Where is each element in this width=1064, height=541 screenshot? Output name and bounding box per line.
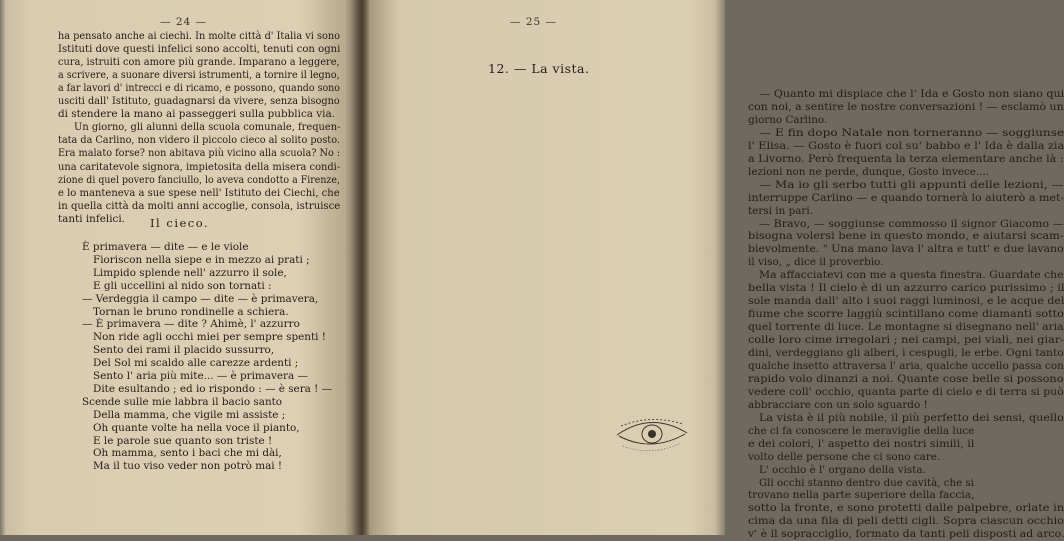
text-line: interruppe Carlino — e quando tornerà lo aiuterò a met- bbox=[748, 191, 1064, 204]
text-line: quel torrente di luce. Le montagne si disegnano nell' aria bbox=[748, 321, 1064, 334]
poem-title: Il cieco. bbox=[150, 216, 210, 230]
prose-line: Istituti dove questi infelici sono accolti, tenuti con ogni bbox=[58, 43, 341, 56]
poem-line: Del Sol mi scaldo alle carezze ardenti ; bbox=[93, 357, 299, 370]
poem-line: Ma il tuo viso veder non potrò mai ! bbox=[93, 460, 283, 473]
text-line: — E fin dopo Natale non torneranno — soggiunse bbox=[759, 126, 1064, 139]
text-line: tersi in pari. bbox=[748, 204, 814, 217]
left-page bbox=[0, 0, 360, 535]
poem-line: Fioriscon nella siepe e in mezzo ai prati ; bbox=[93, 253, 310, 266]
right-page bbox=[362, 0, 1064, 541]
text-line: dini, verdeggiano gli alberi, i cespugli, le erbe. Ogni tanto bbox=[748, 347, 1064, 359]
poem-line: E gli uccellini al nido son tornati : bbox=[93, 279, 272, 292]
prose-line: una caritatevole signora, impietosita della misera condi- bbox=[58, 160, 341, 173]
poem-line: E le parole sue quanto son triste ! bbox=[93, 434, 273, 447]
page-number-left: — 24 — bbox=[160, 16, 208, 28]
text-line: — Quanto mi dispiace che l' Ida e Gosto non siano qui bbox=[759, 88, 1064, 100]
text-line: abbracciare con un solo sguardo ! bbox=[748, 398, 928, 411]
prose-line: in quella città da molti anni accoglie, consola, istruisce bbox=[58, 199, 341, 212]
text-line: vedere coll' occhio, quanta parte di cielo e di terra si può bbox=[748, 385, 1064, 398]
text-line: rapido volo dinanzi a noi. Quante cose belle si possono bbox=[748, 372, 1064, 385]
text-line: L' occhio è l' organo della vista. bbox=[759, 463, 926, 476]
prose-line: e lo manteneva a sue spese nell' Istituto dei Ciechi, che bbox=[58, 186, 340, 199]
text-line: giorno Carlino. bbox=[748, 113, 828, 126]
poem-line: Limpido splende nell' azzurro il sole, bbox=[93, 266, 287, 279]
poem-line: Non ride agli occhi miei per sempre spenti ! bbox=[93, 331, 326, 344]
prose-line: cura, istruiti con amore più grande. Imparano a leggere, bbox=[58, 56, 340, 69]
text-line: e dei colori, l' aspetto dei nostri simili, il bbox=[748, 437, 975, 450]
text-line: con noi, a sentire le nostre conversazioni ! — esclamò un bbox=[748, 100, 1064, 113]
prose-line: Un giorno, gli alunni della scuola comunale, frequen- bbox=[74, 121, 341, 134]
prose-line: tanti infelici. bbox=[58, 212, 125, 225]
poem-line: Oh quante volte ha nella voce il pianto, bbox=[93, 421, 300, 434]
prose-line: a far lavori d' intrecci e di ricamo, e possono, quando sono bbox=[58, 82, 340, 95]
text-line: sotto la fronte, e sono protetti dalle palpebre, orlate in bbox=[748, 502, 1064, 515]
text-line: — Bravo, — soggiunse commosso il signor Giacomo — bbox=[759, 217, 1064, 230]
text-line: a Livorno. Però frequenta la terza elementare anche là : bbox=[748, 152, 1064, 165]
poem-line: Sento l' aria più mite... — è primavera — bbox=[93, 370, 308, 382]
prose-line: ha pensato anche ai ciechi. In molte città d' Italia vi sono bbox=[58, 30, 340, 42]
text-line: sole manda dall' alto i suoi raggi luminosi, e le acque del bbox=[748, 295, 1064, 308]
text-line: qualche insetto attraversa l' aria, qualche uccello passa con bbox=[748, 359, 1064, 372]
text-line: colle loro cime irregolari ; nei campi, pei viali, nei giar- bbox=[748, 334, 1064, 347]
text-line: v' è il sopracciglio, formato da tanti peli disposti ad arco. bbox=[748, 528, 1064, 541]
prose-line: di stendere la mano ai passeggeri sulla pubblica via. bbox=[58, 108, 335, 121]
poem-line: Dite esultando ; ed io rispondo : — è sera ! — bbox=[93, 382, 333, 395]
text-line: volto delle persone che ci sono care. bbox=[748, 450, 941, 463]
poem-line: — Verdeggia il campo — dite — è primavera, bbox=[82, 292, 319, 305]
text-line: — Ma io gli serbo tutti gli appunti delle lezioni, — bbox=[759, 178, 1064, 191]
poem-line: Tornan le bruno rondinelle a schiera. bbox=[93, 305, 289, 318]
text-line: cima da una fila di peli detti cigli. Sopra ciascun occhio bbox=[748, 515, 1064, 528]
poem-line: Della mamma, che vigile mi assiste ; bbox=[93, 408, 286, 421]
text-line: Ma affacciatevi con me a questa finestra. Guardate che bbox=[759, 269, 1064, 282]
text-line: La vista è il più nobile, il più perfetto dei sensi, quello bbox=[759, 411, 1064, 424]
text-line: l' Elisa. — Gosto è fuori col su' babbo e l' Ida è dalla zia bbox=[748, 139, 1064, 152]
poem-line: Scende sulle mie labbra il bacio santo bbox=[82, 395, 283, 408]
text-line: Gli occhi stanno dentro due cavità, che si bbox=[759, 476, 974, 489]
section-title: 12. — La vista. bbox=[488, 61, 590, 76]
text-line: il viso, „ dice il proverbio. bbox=[748, 256, 884, 269]
prose-line: usciti dall' Istituto, guadagnarsi da vivere, senza bisogno bbox=[58, 95, 340, 108]
text-line: bisogna volersi bene in questo mondo, e aiutarsi scam- bbox=[748, 230, 1064, 243]
poem-line: Sento dei rami il placido sussurro, bbox=[93, 344, 275, 357]
text-line: bievolmente. " Una mano lava l' altra e tutt' e due lavano bbox=[748, 243, 1064, 256]
poem-line: È primavera — dite — e le viole bbox=[82, 241, 249, 253]
text-line: trovano nella parte superiore della faccia, bbox=[748, 489, 975, 502]
text-line: lezioni non ne perde, dunque, Gosto invece.... bbox=[748, 165, 990, 178]
text-line: bella vista ! Il cielo è di un azzurro carico purissimo ; il bbox=[748, 282, 1064, 295]
prose-line: tata da Carlino, non videro il piccolo cieco al solito posto. bbox=[58, 134, 340, 147]
prose-line: zione di quel povero fanciullo, lo aveva condotto a Firenze, bbox=[58, 173, 340, 186]
poem-line: — È primavera — dite ? Ahimè, l' azzurro bbox=[82, 318, 300, 331]
page-number-right: — 25 — bbox=[510, 16, 558, 28]
prose-line: Era malato forse? non abitava più vicino alla scuola? No : bbox=[58, 147, 341, 160]
text-line: che ci fa conoscere le meraviglie della luce bbox=[748, 424, 975, 437]
eye-illustration-icon bbox=[611, 413, 691, 453]
poem-line: Oh mamma, sento i baci che mi dài, bbox=[93, 447, 282, 460]
prose-line: a scrivere, a suonare diversi istrumenti, a tornire il legno, bbox=[58, 69, 340, 82]
text-line: fiume che scorre laggiù scintillano come diamanti sotto bbox=[748, 308, 1064, 321]
